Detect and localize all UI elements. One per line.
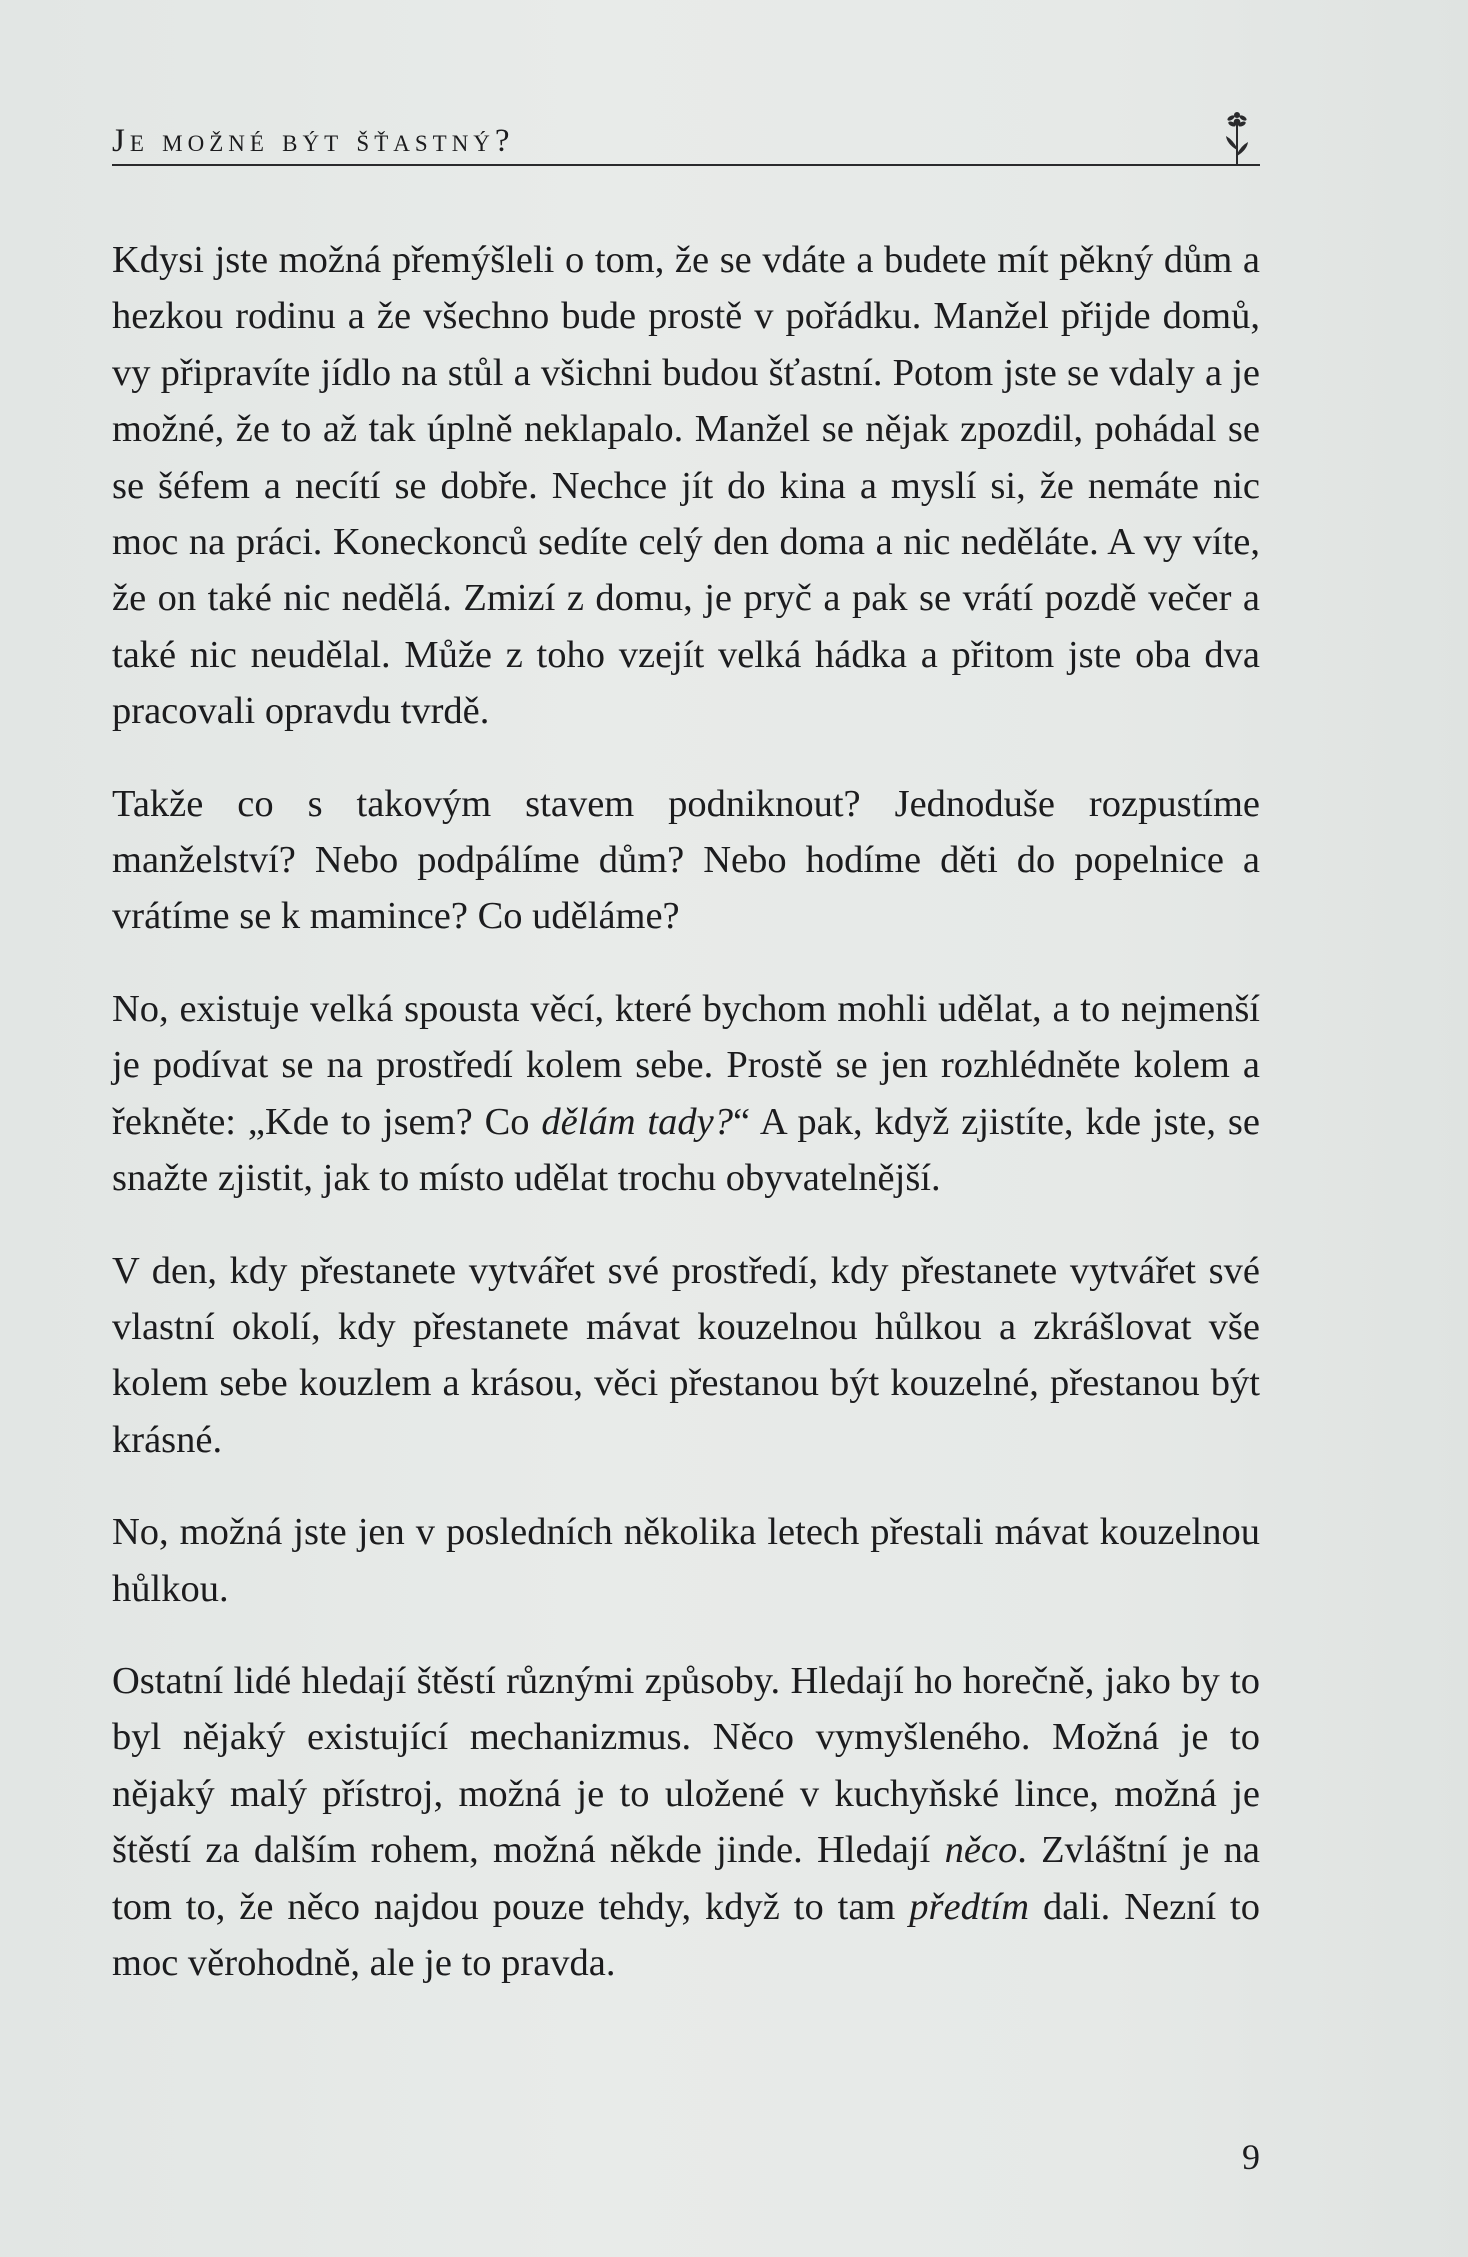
text-run: Takže co s takovým stavem podniknout? Jednoduše rozpustíme manželství? Nebo podpálíme dům? Nebo hodíme děti do popelnice a vrátíme se k mamince? Co uděláme? [112,782,1260,938]
paragraph [112,232,1260,740]
text-run: . Zvláštní je na tom to, že něco najdou pouze tehdy, když to tam [112,1829,1260,1928]
emphasized-text: předtím [909,1885,1030,1928]
text-run: V den, kdy přestanete vytvářet své prostředí, kdy přestanete vytvářet své vlastní okolí, kdy přestanete mávat kouzelnou hůlkou a zkrášlovat vše kolem sebe kouzlem a krásou, věci přestanou být kouzelné, přestanou být krásné. [112,1249,1260,1461]
text-run: No, možná jste jen v posledních několika letech přestali mávat kouzelnou hůlkou. [112,1511,1260,1610]
text-run: dali. Nezní to moc věrohodně, ale je to pravda. [112,1885,1260,1984]
text-run: No, existuje velká spousta věcí, které bychom mohli udělat, a to nejmenší je podívat se na prostředí kolem sebe. Prostě se jen rozhlédněte kolem a řekněte: „Kde to jsem? Co [112,987,1260,1143]
flower-ornament-icon [1222,108,1252,170]
paragraph [112,1653,1260,1991]
paragraph [112,1243,1260,1469]
paragraph [112,981,1260,1207]
text-run: Ostatní lidé hledají štěstí různými způsoby. Hledají ho horečně, jako by to byl nějaký existující mechanizmus. Něco vymyšleného. Možná je to nějaký malý přístroj, možná je to uložené v kuchyňské lince, možná je štěstí za dalším rohem, možná někde jinde. Hledají [112,1659,1260,1872]
text-run: “ A pak, když zjistíte, kde jste, se snažte zjistit, jak to místo udělat trochu obyvatelnější. [112,1100,1260,1200]
running-head [112,108,1260,166]
paragraph [112,1504,1260,1617]
text-run: Kdysi jste možná přemýšleli o tom, že se vdáte a budete mít pěkný dům a hezkou rodinu a že všechno bude prostě v pořádku. Manžel přijde domů, vy připravíte jídlo na stůl a všichni budou šťastní. Potom jste se vdaly a je možné, že to až tak úplně neklapalo. Manžel se nějak zpozdil, pohádal se se šéfem a necítí se dobře. Nechce jít do kina a myslí si, že nemáte nic moc na práci. Koneckonců sedíte celý den doma a nic neděláte. A vy víte, že on také nic nedělá. Zmizí z domu, je pryč a pak se vrátí pozdě večer a také nic neudělal. Může z toho vzejít velká hádka a přitom jste oba dva pracovali opravdu tvrdě. [112,239,1260,733]
page-number: 9 [1242,2137,1260,2177]
paragraph [112,776,1260,945]
emphasized-text: něco [944,1829,1018,1872]
emphasized-text: dělám tady? [541,1100,733,1143]
body-text [112,232,1260,1991]
running-title: Je možné být šťastný? [112,123,515,159]
